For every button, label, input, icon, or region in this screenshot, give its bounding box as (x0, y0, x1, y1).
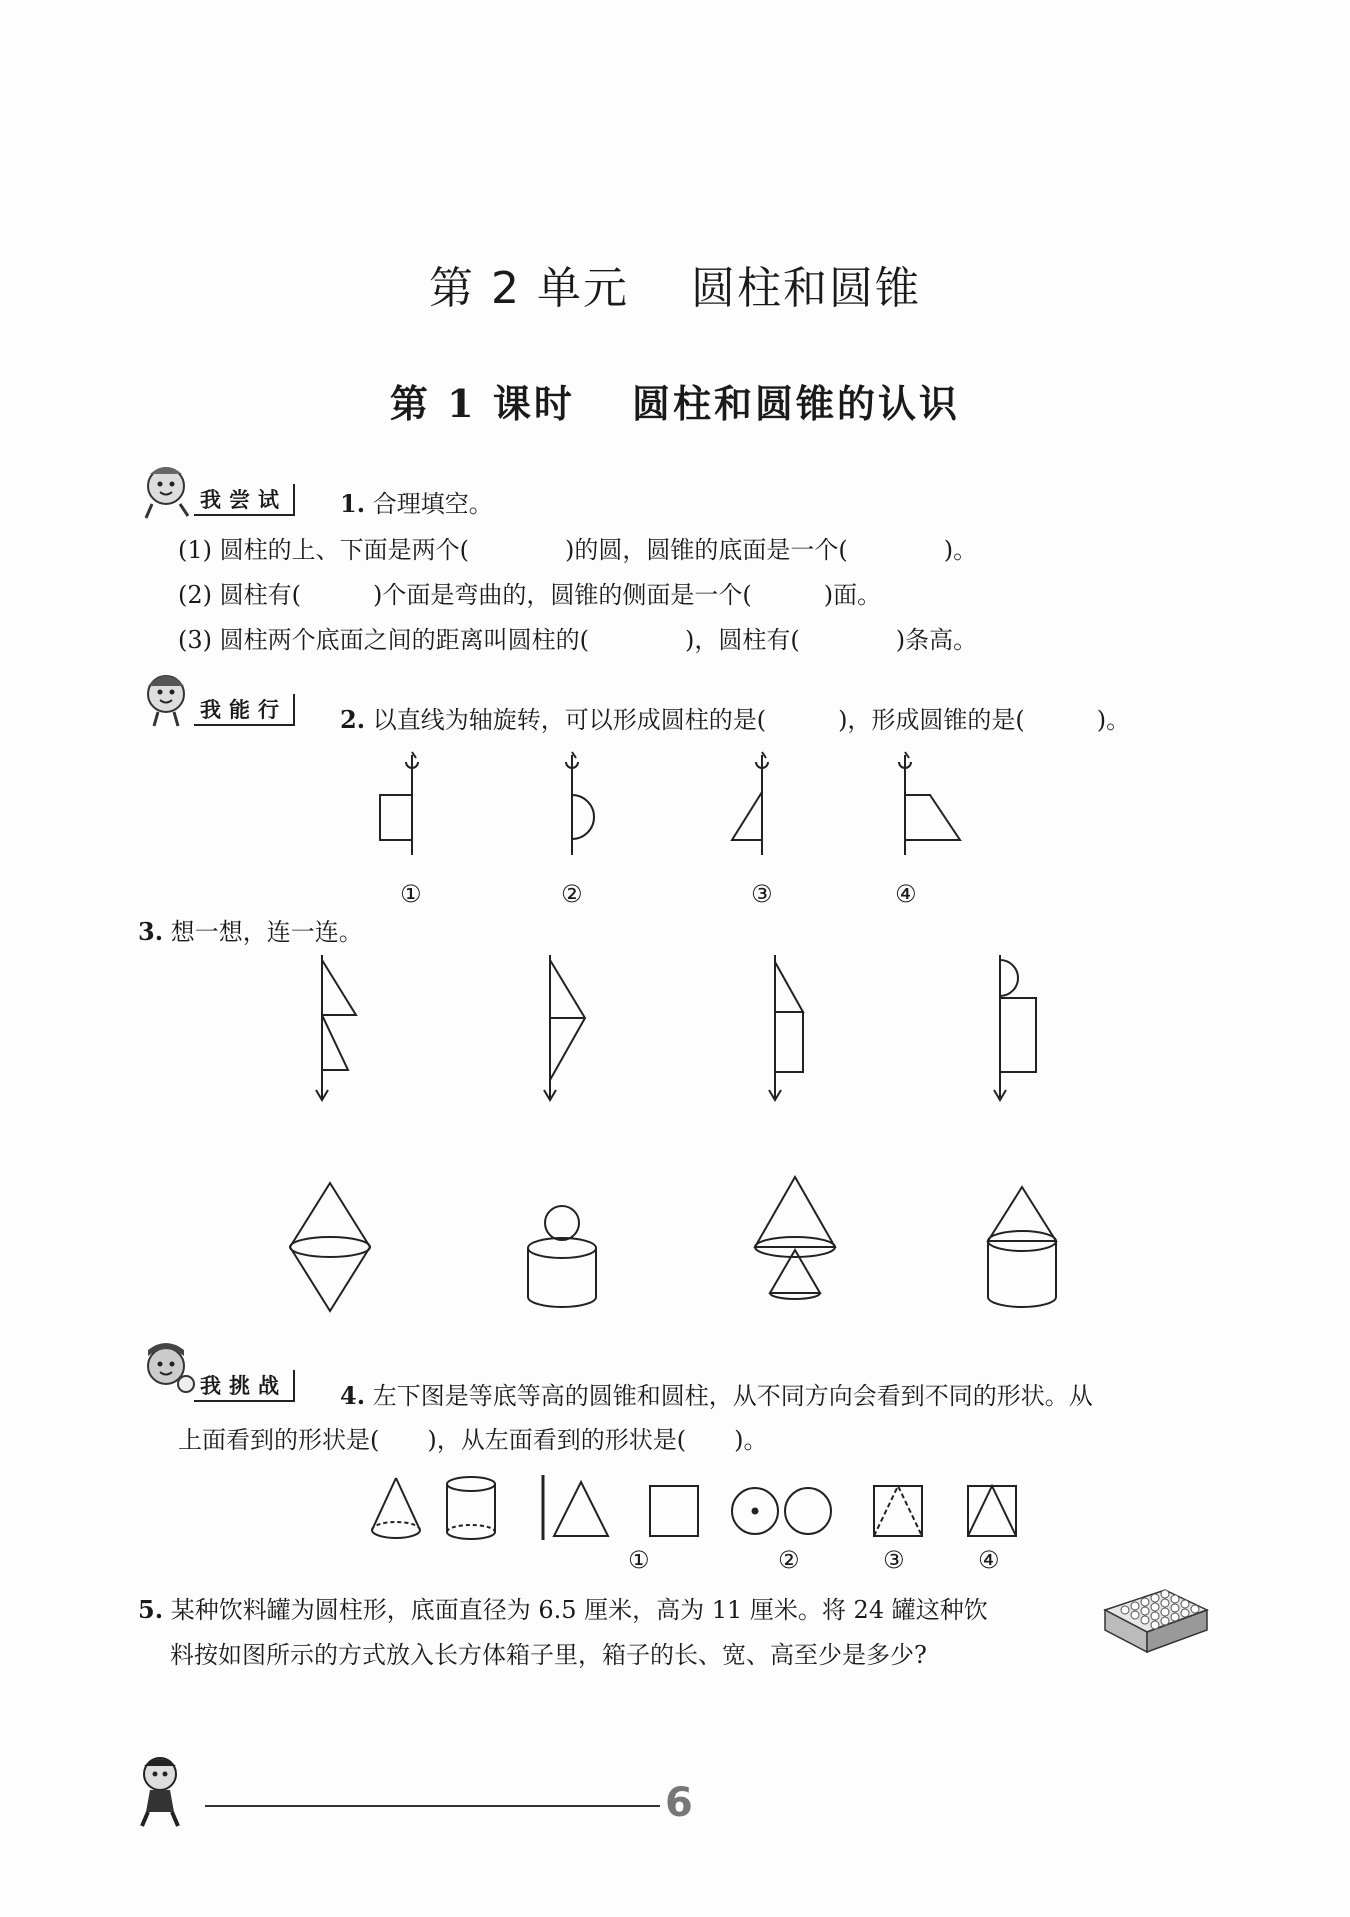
lesson-title: 第 1 课时 圆柱和圆锥的认识 (389, 381, 961, 426)
q2-label-2: ② (561, 880, 583, 908)
q5-line-2: 料按如图所示的方式放入长方体箱子里，箱子的长、宽、高至少是多少? (170, 1641, 927, 1669)
page-number: 6 (665, 1780, 693, 1826)
q4-label-4: ④ (978, 1546, 1000, 1574)
q4-line-2: 上面看到的形状是( )，从左面看到的形状是( )。 (178, 1426, 768, 1454)
boy-mascot-icon (130, 1752, 200, 1832)
q2-figures (360, 750, 980, 860)
can-box-picture (1095, 1580, 1215, 1660)
boy-mascot-icon (138, 1340, 198, 1400)
q4-label-1: ① (628, 1546, 650, 1574)
q3-number: 3. (138, 917, 164, 946)
q2-label-1: ① (400, 880, 422, 908)
q3-solid-figures (280, 1175, 1060, 1325)
q2-stem: 以直线为轴旋转，可以形成圆柱的是( )，形成圆锥的是( )。 (372, 706, 1131, 734)
q4-label-2: ② (778, 1546, 800, 1574)
q3-line (138, 912, 363, 947)
q4-figures (368, 1470, 1028, 1550)
footer-rule (205, 1805, 660, 1807)
q2-label-3: ③ (751, 880, 773, 908)
q3-stem: 想一想，连一连。 (170, 918, 363, 946)
q1-stem: 合理填空。 (372, 490, 493, 518)
q4-label-3: ③ (883, 1546, 905, 1574)
q5-line-1 (138, 1590, 988, 1625)
q1-line (340, 484, 493, 519)
section-badge-try: 我尝试 (194, 484, 295, 516)
q1-item-2: (2) 圆柱有( )个面是弯曲的，圆锥的侧面是一个( )面。 (178, 581, 882, 609)
q4-stem-line1: 左下图是等底等高的圆锥和圆柱，从不同方向会看到不同的形状。从 (372, 1382, 1093, 1410)
q5-number: 5. (138, 1595, 164, 1624)
section-badge-can: 我能行 (194, 694, 295, 726)
q3-plane-figures (280, 950, 1060, 1110)
girl-mascot-icon (138, 668, 198, 728)
q1-item-1: (1) 圆柱的上、下面是两个( )的圆，圆锥的底面是一个( )。 (178, 536, 978, 564)
section-badge-challenge: 我挑战 (194, 1370, 295, 1402)
q2-line (340, 700, 1130, 735)
unit-title: 第 2 单元 圆柱和圆锥 (429, 263, 921, 314)
q4-line-1 (340, 1376, 1093, 1411)
q2-label-4: ④ (895, 880, 917, 908)
q1-item-3: (3) 圆柱两个底面之间的距离叫圆柱的( )，圆柱有( )条高。 (178, 626, 978, 654)
q1-number: 1. (340, 489, 366, 518)
q2-number: 2. (340, 705, 366, 734)
q4-number: 4. (340, 1381, 366, 1410)
girl-mascot-icon (138, 460, 198, 520)
q5-text-line1: 某种饮料罐为圆柱形，底面直径为 6.5 厘米，高为 11 厘米。将 24 罐这种饮 (170, 1596, 988, 1624)
